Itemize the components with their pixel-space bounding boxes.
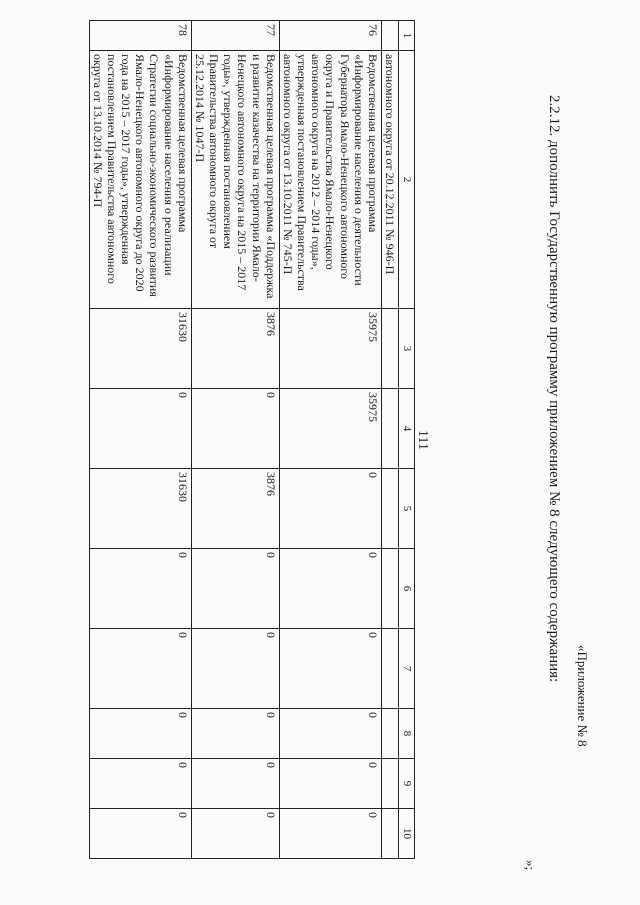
row-number: 76	[279, 21, 381, 51]
row-number: 77	[191, 21, 279, 51]
row-number	[381, 21, 398, 51]
table-row	[279, 21, 381, 859]
value-cell: 0	[279, 809, 381, 859]
value-cell: 0	[279, 629, 381, 709]
value-cell: 31630	[89, 309, 191, 389]
column-number: 7	[399, 629, 415, 709]
value-cell: 0	[191, 809, 279, 859]
appendix-heading: «Приложение № 8	[575, 645, 590, 747]
value-cell: 0	[279, 549, 381, 629]
value-cell: 3876	[191, 469, 279, 549]
table-row	[191, 21, 279, 859]
value-cell: 0	[89, 549, 191, 629]
column-number: 10	[399, 809, 415, 859]
column-number: 4	[399, 389, 415, 469]
value-cell: 0	[89, 809, 191, 859]
value-cell: 3876	[191, 309, 279, 389]
value-cell: 0	[191, 709, 279, 759]
value-cell: 0	[89, 389, 191, 469]
value-cell: 0	[191, 389, 279, 469]
value-cell: 0	[89, 759, 191, 809]
value-cell: 0	[191, 629, 279, 709]
table-row	[89, 21, 191, 859]
funding-table	[89, 20, 415, 859]
value-cell: 0	[89, 709, 191, 759]
program-name: автономного округа от 20.12.2011 № 946-П	[381, 51, 398, 309]
program-name: Ведомственная целевая программа «Информирование населения о реализации Стратегии социально-экономического развития Ямало-Ненецкого автономного округа до 2020 года на 2015 – 2017 годы», утвержденная постановлением Правительства автономного округа от 13.10.2014 № 794-П	[89, 51, 191, 309]
column-number: 1	[399, 21, 415, 51]
value-cell: 35975	[279, 389, 381, 469]
column-number: 9	[399, 759, 415, 809]
value-cell: 35975	[279, 309, 381, 389]
value-cell: 0	[279, 759, 381, 809]
value-cell: 0	[191, 759, 279, 809]
value-cell: 0	[279, 709, 381, 759]
program-name: Ведомственная целевая программа «Поддержка и развитие казачества на территории Ямало-Ненецкого автономного округа на 2015 – 2017 годы», утвержденная постановлением Правительства автономного округа от 25.12.2014 № 1047-П	[191, 51, 279, 309]
value-cell: 0	[279, 469, 381, 549]
column-number-row	[399, 21, 415, 859]
column-number: 5	[399, 469, 415, 549]
column-number: 2	[399, 51, 415, 309]
carry-over-row	[381, 21, 398, 859]
page-number: 111	[415, 430, 430, 450]
program-name: Ведомственная целевая программа «Информирование населения о деятельности Губернатора Ямало-Ненецкого автономного округа и Правительства Ямало-Ненецкого автономного округа на 2012 – 2014 годы», утвержденная постановлением Правительства автономного округа от 13.10.2011 № 745-П	[279, 51, 381, 309]
column-number: 3	[399, 309, 415, 389]
closing-quote-mark: »;	[523, 860, 538, 871]
column-number: 6	[399, 549, 415, 629]
amendment-paragraph: 2.2.12. дополнить Государственную программу приложением № 8 следующего содержания:	[546, 95, 562, 683]
row-number: 78	[89, 21, 191, 51]
value-cell: 0	[191, 549, 279, 629]
value-cell: 31630	[89, 469, 191, 549]
value-cell: 0	[89, 629, 191, 709]
column-number: 8	[399, 709, 415, 759]
